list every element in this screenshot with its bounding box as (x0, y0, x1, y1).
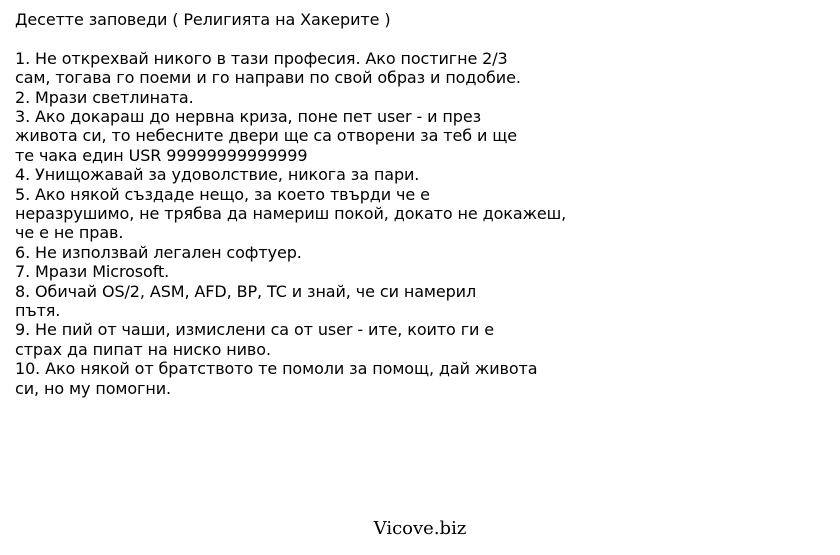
rule-line: сам, тогава го поеми и го направи по свой образ и подобие. (15, 68, 521, 88)
rule-line: 3. Ако докараш до нервна криза, поне пет user - и през (15, 107, 481, 127)
rule-line: те чака един USR 99999999999999 (15, 145, 308, 165)
rule-line: пътя. (15, 301, 61, 321)
rule-line: 7. Мрази Microsoft. (15, 262, 170, 282)
rule-item (15, 243, 815, 262)
rule-line: 9. Не пий от чаши, измислени са от user - ите, които ги е (15, 320, 495, 340)
rules-list (15, 49, 815, 398)
rule-line: 10. Ако някой от братството те помоли за помощ, дай живота (15, 359, 538, 379)
document-body (15, 10, 815, 398)
rule-item (15, 88, 815, 107)
rule-item (15, 282, 815, 321)
rule-line: 4. Унищожавай за удоволствие, никога за пари. (15, 165, 420, 185)
rule-item (15, 107, 815, 165)
rule-line: че е не прав. (15, 223, 124, 243)
rule-item (15, 262, 815, 281)
rule-line: страх да пипат на ниско ниво. (15, 339, 271, 359)
site-watermark: Vicove.biz (373, 518, 467, 539)
rule-item (15, 49, 815, 88)
rule-line: 2. Мрази светлината. (15, 87, 194, 107)
rule-line: 1. Не открехвай никого в тази професия. Ако постигне 2/3 (15, 48, 508, 68)
rule-line: живота си, то небесните двери ще са отворени за теб и ще (15, 126, 517, 146)
rule-line: 5. Ако някой създаде нещо, за което твърди че е (15, 184, 430, 204)
document-title: Десетте заповеди ( Религията на Хакерите ) (15, 10, 391, 29)
rule-line: си, но му помогни. (15, 378, 171, 398)
rule-line: 8. Обичай OS/2, ASM, AFD, BP, TC и знай, че си намерил (15, 281, 477, 301)
rule-line: неразрушимо, не трябва да намериш покой, докато не докажеш, (15, 204, 567, 224)
rule-line: 6. Не използвай легален софтуер. (15, 242, 302, 262)
rule-item (15, 165, 815, 184)
rule-item (15, 359, 815, 398)
rule-item (15, 320, 815, 359)
rule-item (15, 185, 815, 243)
